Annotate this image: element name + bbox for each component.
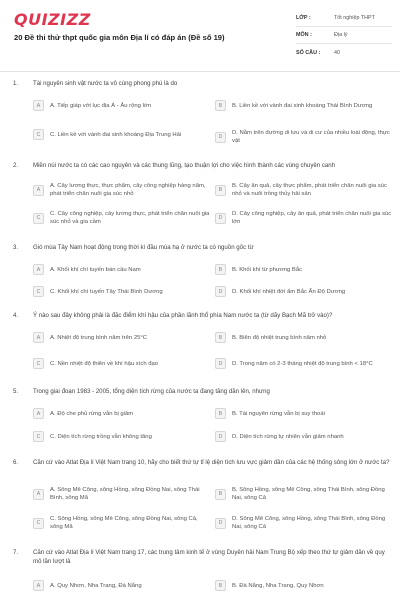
option-letter: B <box>215 408 226 419</box>
option-c[interactable] <box>33 210 211 226</box>
document-header <box>0 0 400 72</box>
option-text: A. Cây lương thực, thực phẩm, cây công nghiệp hàng năm, phát triển chăn nuôi gia súc nhỏ <box>50 183 206 197</box>
option-d[interactable] <box>215 210 395 226</box>
option-text: B. Khối khí từ phương Bắc <box>232 266 303 273</box>
option-letter: B <box>215 100 226 111</box>
option-letter: C <box>33 518 44 529</box>
question-number: 2. <box>13 162 19 169</box>
option-text: A. Khối khí chí tuyến bán cầu Nam <box>50 266 141 273</box>
option-letter: C <box>33 286 44 297</box>
question-number: 4. <box>13 312 19 319</box>
option-b[interactable] <box>215 332 395 343</box>
option-letter: C <box>33 431 44 442</box>
option-a[interactable] <box>33 580 211 591</box>
option-letter: C <box>33 358 44 369</box>
option-b[interactable] <box>215 408 395 419</box>
question-number: 7. <box>13 549 19 556</box>
question-text: Tài nguyên sinh vật nước ta vô cùng phong phú là do <box>33 80 178 87</box>
option-d[interactable] <box>215 515 395 531</box>
question-text: Căn cứ vào Atlat Địa lí Việt Nam trang 10, hãy cho biết thứ tự tỉ lệ diện tích lưu vực giảm dần của các hệ thống sông lớn ở nước ta? <box>33 459 390 466</box>
option-d[interactable] <box>215 358 395 369</box>
option-text: A. Tiếp giáp với lục địa Á - Âu rộng lớn <box>50 102 152 109</box>
option-c[interactable] <box>33 358 211 369</box>
option-letter: A <box>33 580 44 591</box>
option-d[interactable] <box>215 129 395 145</box>
option-text: B. Liền kề với vành đai sinh khoáng Thái Bình Dương <box>232 102 373 109</box>
option-letter: D <box>215 518 226 529</box>
option-c[interactable] <box>33 286 211 297</box>
option-c[interactable] <box>33 515 211 531</box>
option-text: A. Nhiệt độ trung bình năm trên 25°C <box>50 334 147 341</box>
option-text: B. Biên độ nhiệt trung bình năm nhỏ <box>232 334 327 341</box>
option-text: B. Sông Hồng, sông Mê Công, sông Thái Bình, sông Đồng Nai, sông Cả <box>232 487 385 501</box>
quizizz-logo: QUIZIZZ <box>14 10 91 29</box>
option-letter: D <box>215 286 226 297</box>
meta-key: SỐ CÂU : <box>296 49 321 56</box>
option-a[interactable] <box>33 332 211 343</box>
option-letter: B <box>215 489 226 500</box>
meta-row-class <box>296 10 392 27</box>
option-letter: D <box>215 431 226 442</box>
option-letter: B <box>215 185 226 196</box>
option-d[interactable] <box>215 431 395 442</box>
option-d[interactable] <box>215 286 395 297</box>
option-c[interactable] <box>33 129 211 140</box>
meta-row-subject <box>296 27 392 44</box>
option-text: B. Tài nguyên rừng vẫn bị suy thoái <box>232 410 325 417</box>
option-a[interactable] <box>33 264 211 275</box>
option-letter: D <box>215 358 226 369</box>
option-text: C. Khối khí chí tuyến Tây Thái Bình Dương <box>50 288 163 295</box>
option-text: D. Cây công nghiệp, cây ăn quả, phát triển chăn nuôi gia súc lớn <box>232 211 392 225</box>
option-a[interactable] <box>33 408 211 419</box>
question-text: Gió mùa Tây Nam hoạt động trong thời kì đầu mùa hạ ở nước ta có nguồn gốc từ <box>33 244 254 251</box>
option-a[interactable] <box>33 100 211 111</box>
question-number: 1. <box>13 80 19 87</box>
question-text: Miền núi nước ta có các cao nguyên và các thung lũng, tạo thuận lợi cho việc hình thành các vùng chuyên canh <box>33 162 336 169</box>
option-b[interactable] <box>215 580 395 591</box>
meta-key: LỚP : <box>296 15 311 21</box>
document-title: 20 Đề thi thử thpt quốc gia môn Địa lí có đáp án (Đề số 19) <box>14 33 225 42</box>
option-letter: A <box>33 332 44 343</box>
option-letter: A <box>33 264 44 275</box>
option-letter: B <box>215 580 226 591</box>
option-text: D. Trong năm có 2-3 tháng nhiệt độ trung bình < 18°C <box>232 360 373 367</box>
option-text: A. Sông Mê Công, sông Hồng, sông Đồng Nai, sông Thái Bình, sông Mã <box>50 487 200 501</box>
option-text: C. Liền kề với vành đai sinh khoáng Địa Trung Hải <box>50 131 182 138</box>
option-letter: A <box>33 408 44 419</box>
meta-value: 40 <box>334 49 340 56</box>
option-b[interactable] <box>215 182 395 198</box>
option-letter: A <box>33 100 44 111</box>
option-letter: A <box>33 185 44 196</box>
option-a[interactable] <box>33 486 211 502</box>
option-letter: D <box>215 132 226 143</box>
option-letter: B <box>215 332 226 343</box>
question-text: Ý nào sau đây không phải là đặc điểm khí hậu của phần lãnh thổ phía Nam nước ta (từ dãy Bạch Mã trở vào)? <box>33 312 333 319</box>
question-number: 5. <box>13 388 19 395</box>
option-text: D. Khối khí nhiệt đới ẩm Bắc Ấn Độ Dương <box>232 288 346 295</box>
option-a[interactable] <box>33 182 211 198</box>
option-text: D. Nằm trên đường di lưu và di cư của nhiều loài động, thực vật <box>232 130 390 144</box>
question-number: 6. <box>13 459 19 466</box>
option-letter: C <box>33 129 44 140</box>
question-number: 3. <box>13 244 19 251</box>
option-text: C. Cây công nghiệp, cây lương thực, phát triển chăn nuôi gia súc nhỏ và gia cầm <box>50 211 210 225</box>
option-text: D. Sông Mê Công, sông Hồng, sông Thái Bình, sông Đồng Nai, sông Cả <box>232 516 386 530</box>
meta-row-count <box>296 44 392 61</box>
option-text: D. Diện tích rừng tự nhiên vẫn giảm nhanh <box>232 433 344 440</box>
option-text: C. Sông Hồng, sông Mê Công, sông Đồng Nai, sông Cả, sông Mã <box>50 516 198 530</box>
meta-key: MÔN : <box>296 32 312 38</box>
option-b[interactable] <box>215 486 395 502</box>
option-letter: D <box>215 213 226 224</box>
option-text: A. Quy Nhơn, Nha Trang, Đà Nẵng <box>50 582 142 589</box>
option-b[interactable] <box>215 100 395 111</box>
option-text: C. Diện tích rừng trồng vẫn không tăng <box>50 433 152 440</box>
option-letter: C <box>33 213 44 224</box>
option-text: C. Nền nhiệt độ thiên về khí hậu xích đạo <box>50 360 159 367</box>
option-letter: A <box>33 489 44 500</box>
question-text: Căn cứ vào Atlat Địa lí Việt Nam trang 17, các trung tâm kinh tế ở vùng Duyên hải Nam Trung Bộ xếp theo thứ tự giảm dần về quy mô lần lượt là <box>33 549 385 565</box>
option-text: A. Độ che phủ rừng vẫn bị giảm <box>50 410 134 417</box>
meta-value: Tốt nghiệp THPT <box>334 15 375 21</box>
option-text: B. Cây ăn quả, cây thực phẩm, phát triển chăn nuôi gia súc nhỏ và nuôi trồng thủy hải sản <box>232 183 387 197</box>
meta-table <box>296 10 392 61</box>
question-text: Trong giai đoạn 1983 - 2005, tổng diện tích rừng của nước ta đang tăng dần lên, nhưng <box>33 388 270 395</box>
option-b[interactable] <box>215 264 395 275</box>
option-c[interactable] <box>33 431 211 442</box>
option-letter: B <box>215 264 226 275</box>
option-text: B. Đà Nẵng, Nha Trang, Quy Nhơn <box>232 582 324 589</box>
meta-value: Địa lý <box>334 32 348 38</box>
